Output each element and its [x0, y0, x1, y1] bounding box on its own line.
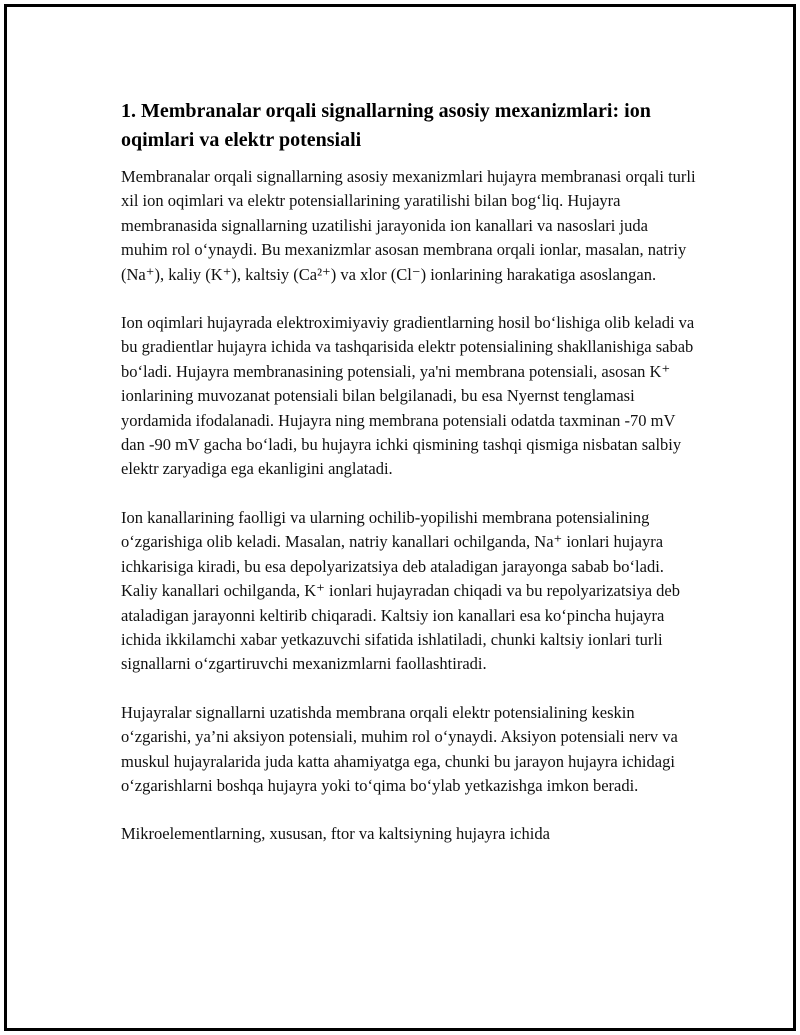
- paragraph-1: Membranalar orqali signallarning asosiy mexanizmlari hujayra membranasi orqali turli xil ion oqimlari va elektr potensiallarining yaratilishi bilan bog‘liq. Hujayra membranasida signallarning uzatilishi jarayonida ion kanallari va nasoslari juda muhim rol o‘ynaydi. Bu mexanizmlar asosan membrana orqali ionlar, masalan, natriy (Na⁺), kaliy (K⁺), kaltsiy (Ca²⁺) va xlor (Cl⁻) ionlarining harakatiga asoslangan.: [121, 167, 696, 284]
- paragraph-4: Hujayralar signallarni uzatishda membrana orqali elektr potensialining keskin o‘zgarishi, ya’ni aksiyon potensiali, muhim rol o‘ynaydi. Aksiyon potensiali nerv va muskul hujayralarida juda katta ahamiyatga ega, chunki bu jarayon hujayra ichidagi o‘zgarishlarni boshqa hujayra yoki to‘qima bo‘ylab yetkazishga imkon beradi.: [121, 702, 678, 795]
- document-content: [121, 97, 696, 871]
- paragraph-5: Mikroelementlarning, xususan, ftor va kaltsiyning hujayra ichida: [121, 824, 550, 844]
- section-heading: 1. Membranalar orqali signallarning asosiy mexanizmlari: ion oqimlari va elektr potensiali: [121, 100, 651, 151]
- paragraph-3: Ion kanallarining faolligi va ularning ochilib-yopilishi membrana potensialining o‘zgarishiga olib keladi. Masalan, natriy kanallari ochilganda, Na⁺ ionlari hujayra ichkarisiga kiradi, bu esa depolyarizatsiya deb ataladigan jarayonga sabab bo‘ladi. Kaliy kanallari ochilganda, K⁺ ionlari hujayradan chiqadi va bu repolyarizatsiya deb ataladigan jarayonni keltirib chiqaradi. Kaltsiy ion kanallari esa ko‘pincha hujayra ichida ikkilamchi xabar yetkazuvchi sifatida ishlatiladi, chunki kaltsiy ionlari turli signallarni o‘zgartiruvchi mexanizmlarni faollashtiradi.: [121, 507, 680, 674]
- paragraph-2: Ion oqimlari hujayrada elektroximiyaviy gradientlarning hosil bo‘lishiga olib keladi va bu gradientlar hujayra ichida va tashqarisida elektr potensialining shakllanishiga sabab bo‘ladi. Hujayra membranasining potensiali, ya'ni membrana potensiali, asosan K⁺ ionlarining muvozanat potensiali bilan belgilanadi, bu esa Nyernst tenglamasi yordamida ifodalanadi. Hujayra ning membrana potensiali odatda taxminan -70 mV dan -90 mV gacha bo‘ladi, bu hujayra ichki qismining tashqi qismiga nisbatan salbiy elektr zaryadiga ega ekanligini anglatadi.: [121, 313, 695, 479]
- document-page: [4, 4, 796, 1031]
